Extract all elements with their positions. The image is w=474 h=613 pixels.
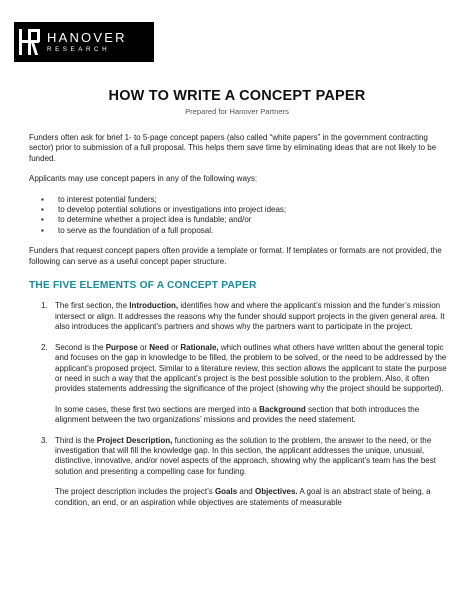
bold-term: Need xyxy=(149,342,169,352)
element-paragraph: Third is the Project Description, functioning as the solution to the problem, the answer to the need, or the investigation that will fill the knowledge gap. In this section, the applicant addresses the unique, unusual, distinctive, innovative, and/or novel aspects of the approach, showing why the applicant’s team has the best solution and presenting a compelling case for funding. xyxy=(55,435,436,476)
brand-name: HANOVER xyxy=(47,29,127,45)
bold-term: Introduction, xyxy=(129,301,179,311)
list-item xyxy=(29,343,449,426)
bold-term: Rationale, xyxy=(180,342,219,352)
bold-term: Objectives. xyxy=(254,487,298,497)
elements-numbered-list xyxy=(29,301,449,508)
bold-term: Purpose xyxy=(105,342,138,352)
bullet-icon: ▪ xyxy=(41,225,44,235)
intro-paragraph-1: Funders often ask for brief 1- to 5-page concept papers (also called “white papers” in the government contracting sector) prior to submission of a full proposal. This helps them save time by eliminating ideas that are not likely to be funded. xyxy=(29,133,437,163)
usage-bullet-list xyxy=(29,195,449,237)
list-number: 2. xyxy=(41,342,48,352)
list-item xyxy=(29,301,449,332)
list-item xyxy=(29,436,449,508)
page-title: HOW TO WRITE A CONCEPT PAPER xyxy=(108,88,366,104)
element-paragraph: In some cases, these first two sections are merged into a Background section that both introduces the alignment between the two organizations’ missions and provides the need statement. xyxy=(55,404,420,425)
bold-term: Project Description, xyxy=(96,435,173,445)
brand-wordmark xyxy=(47,31,127,54)
list-item: ▪ to determine whether a project idea is fundable; and/or xyxy=(41,215,252,225)
bullet-icon: ▪ xyxy=(41,215,44,225)
page-subtitle: Prepared for Hanover Partners xyxy=(185,107,289,116)
list-number: 3. xyxy=(41,435,48,445)
list-number: 1. xyxy=(41,301,48,311)
element-paragraph: The first section, the Introduction, identifies how and where the applicant’s mission and the funder’s mission intersect or align. It addresses the reasons why the funder should support projects in the given general area. It also introduces the applicant’s partners and shows why the partners want to participate in the project. xyxy=(55,301,445,332)
list-item: ▪ to serve as the foundation of a full proposal. xyxy=(41,225,214,235)
list-item: ▪ to develop potential solutions or investigations into project ideas; xyxy=(41,205,287,215)
section-heading: THE FIVE ELEMENTS OF A CONCEPT PAPER xyxy=(29,280,257,292)
element-paragraph: Second is the Purpose or Need or Rationale, which outlines what others have written about the general topic and focuses on the gap in knowledge to be filled, the problem to be solved, or the need to be addressed by the applicant’s proposed project. Similar to a literature review, this section allows the applicant to state the purpose or need in such a way that the applicant’s project is the best possible solution to the problem. Also, it often provides statements addressing the significance of the project (showing why the project should be supported). xyxy=(55,342,447,394)
bold-term: Goals xyxy=(214,487,238,497)
bullet-icon: ▪ xyxy=(41,205,44,215)
document-body xyxy=(29,129,449,508)
hanover-logo-banner xyxy=(14,22,154,62)
list-item: ▪ to interest potential funders; xyxy=(41,194,157,204)
element-paragraph: The project description includes the project’s Goals and Objectives. A goal is an abstract state of being, a condition, an end, or an aspiration while objectives are statements of measurable xyxy=(55,487,431,507)
intro-paragraph-3: Funders that request concept papers often provide a template or format. If templates or formats are not provided, the following can serve as a useful concept paper structure. xyxy=(29,246,442,266)
brand-subtitle: RESEARCH xyxy=(47,45,111,53)
bullet-icon: ▪ xyxy=(41,194,44,204)
hr-monogram-icon xyxy=(19,29,41,55)
intro-paragraph-2: Applicants may use concept papers in any of the following ways: xyxy=(29,174,258,184)
bold-term: Background xyxy=(259,404,306,414)
